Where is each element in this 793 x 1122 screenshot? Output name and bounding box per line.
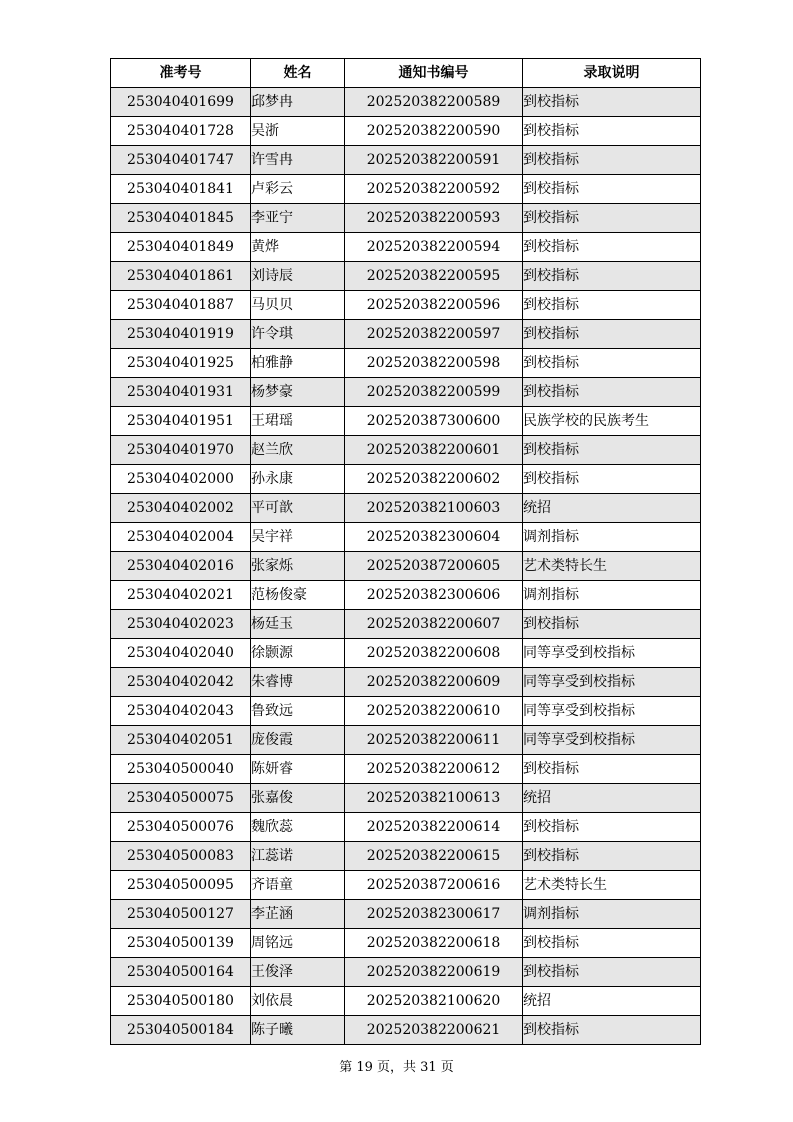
cell-admission-note: 同等享受到校指标	[523, 726, 701, 755]
cell-notice-number: 202520382200591	[345, 146, 523, 175]
cell-exam-number: 253040401747	[111, 146, 251, 175]
cell-notice-number: 202520382200619	[345, 958, 523, 987]
table-row	[111, 784, 701, 813]
table-row	[111, 320, 701, 349]
cell-admission-note: 同等享受到校指标	[523, 639, 701, 668]
cell-admission-note: 到校指标	[523, 262, 701, 291]
cell-notice-number: 202520387300600	[345, 407, 523, 436]
cell-admission-note: 调剂指标	[523, 523, 701, 552]
header-name: 姓名	[251, 59, 345, 88]
cell-notice-number: 202520382200590	[345, 117, 523, 146]
table-row	[111, 668, 701, 697]
cell-name: 周铭远	[251, 929, 345, 958]
cell-exam-number: 253040402004	[111, 523, 251, 552]
table-row	[111, 958, 701, 987]
table-row	[111, 494, 701, 523]
cell-exam-number: 253040402021	[111, 581, 251, 610]
cell-notice-number: 202520382200601	[345, 436, 523, 465]
cell-exam-number: 253040500184	[111, 1016, 251, 1045]
cell-name: 朱睿博	[251, 668, 345, 697]
cell-admission-note: 到校指标	[523, 842, 701, 871]
header-admission-note: 录取说明	[523, 59, 701, 88]
table-row	[111, 900, 701, 929]
cell-exam-number: 253040401931	[111, 378, 251, 407]
cell-exam-number: 253040402002	[111, 494, 251, 523]
cell-name: 邱梦冉	[251, 88, 345, 117]
cell-exam-number: 253040402023	[111, 610, 251, 639]
table-row	[111, 436, 701, 465]
cell-name: 李芷涵	[251, 900, 345, 929]
table-row	[111, 697, 701, 726]
cell-name: 马贝贝	[251, 291, 345, 320]
cell-admission-note: 到校指标	[523, 175, 701, 204]
cell-name: 张家烁	[251, 552, 345, 581]
cell-notice-number: 202520382200589	[345, 88, 523, 117]
cell-name: 王俊泽	[251, 958, 345, 987]
table-row	[111, 871, 701, 900]
cell-notice-number: 202520382300606	[345, 581, 523, 610]
cell-admission-note: 到校指标	[523, 465, 701, 494]
cell-notice-number: 202520382200610	[345, 697, 523, 726]
cell-name: 李亚宁	[251, 204, 345, 233]
cell-exam-number: 253040401951	[111, 407, 251, 436]
cell-name: 范杨俊豪	[251, 581, 345, 610]
cell-exam-number: 253040401919	[111, 320, 251, 349]
header-notice-number: 通知书编号	[345, 59, 523, 88]
cell-name: 杨梦豪	[251, 378, 345, 407]
cell-exam-number: 253040402016	[111, 552, 251, 581]
cell-admission-note: 艺术类特长生	[523, 552, 701, 581]
cell-name: 江蕊诺	[251, 842, 345, 871]
cell-notice-number: 202520382200607	[345, 610, 523, 639]
cell-notice-number: 202520382200615	[345, 842, 523, 871]
cell-admission-note: 同等享受到校指标	[523, 668, 701, 697]
cell-name: 卢彩云	[251, 175, 345, 204]
cell-name: 王珺瑶	[251, 407, 345, 436]
page-number: 第 19 页，共 31 页	[339, 1060, 454, 1075]
cell-name: 徐颢源	[251, 639, 345, 668]
cell-notice-number: 202520382200608	[345, 639, 523, 668]
cell-admission-note: 到校指标	[523, 204, 701, 233]
table-row	[111, 581, 701, 610]
cell-notice-number: 202520382200593	[345, 204, 523, 233]
cell-notice-number: 202520382200609	[345, 668, 523, 697]
cell-exam-number: 253040402000	[111, 465, 251, 494]
cell-name: 赵兰欣	[251, 436, 345, 465]
table-row	[111, 291, 701, 320]
table-row	[111, 233, 701, 262]
cell-name: 张嘉俊	[251, 784, 345, 813]
cell-exam-number: 253040401925	[111, 349, 251, 378]
table-row	[111, 987, 701, 1016]
cell-name: 陈子曦	[251, 1016, 345, 1045]
cell-admission-note: 到校指标	[523, 117, 701, 146]
table-row	[111, 407, 701, 436]
cell-name: 孙永康	[251, 465, 345, 494]
cell-name: 鲁致远	[251, 697, 345, 726]
cell-exam-number: 253040500040	[111, 755, 251, 784]
cell-exam-number: 253040500139	[111, 929, 251, 958]
cell-exam-number: 253040500127	[111, 900, 251, 929]
table-row	[111, 262, 701, 291]
table-row	[111, 1016, 701, 1045]
cell-name: 吴浙	[251, 117, 345, 146]
cell-notice-number: 202520382200612	[345, 755, 523, 784]
cell-notice-number: 202520382300604	[345, 523, 523, 552]
cell-name: 魏欣蕊	[251, 813, 345, 842]
cell-name: 黄烨	[251, 233, 345, 262]
cell-name: 刘依晨	[251, 987, 345, 1016]
cell-name: 平可歆	[251, 494, 345, 523]
table-row	[111, 175, 701, 204]
cell-notice-number: 202520382200596	[345, 291, 523, 320]
header-exam-number: 准考号	[111, 59, 251, 88]
table-row	[111, 378, 701, 407]
cell-exam-number: 253040401970	[111, 436, 251, 465]
cell-notice-number: 202520387200616	[345, 871, 523, 900]
cell-admission-note: 到校指标	[523, 146, 701, 175]
cell-admission-note: 到校指标	[523, 320, 701, 349]
cell-name: 吴宇祥	[251, 523, 345, 552]
table-row	[111, 88, 701, 117]
table-row	[111, 523, 701, 552]
cell-exam-number: 253040500083	[111, 842, 251, 871]
table-row	[111, 146, 701, 175]
cell-admission-note: 调剂指标	[523, 581, 701, 610]
cell-exam-number: 253040500075	[111, 784, 251, 813]
cell-admission-note: 到校指标	[523, 349, 701, 378]
cell-exam-number: 253040500095	[111, 871, 251, 900]
cell-notice-number: 202520382200602	[345, 465, 523, 494]
cell-admission-note: 到校指标	[523, 958, 701, 987]
cell-admission-note: 到校指标	[523, 291, 701, 320]
cell-admission-note: 统招	[523, 494, 701, 523]
cell-exam-number: 253040401887	[111, 291, 251, 320]
cell-notice-number: 202520382200594	[345, 233, 523, 262]
table-row	[111, 610, 701, 639]
cell-name: 杨廷玉	[251, 610, 345, 639]
table-row	[111, 552, 701, 581]
cell-admission-note: 到校指标	[523, 929, 701, 958]
cell-exam-number: 253040401849	[111, 233, 251, 262]
cell-name: 齐语童	[251, 871, 345, 900]
cell-exam-number: 253040401845	[111, 204, 251, 233]
cell-notice-number: 202520382100603	[345, 494, 523, 523]
cell-exam-number: 253040401861	[111, 262, 251, 291]
cell-admission-note: 统招	[523, 987, 701, 1016]
cell-admission-note: 调剂指标	[523, 900, 701, 929]
cell-notice-number: 202520382200611	[345, 726, 523, 755]
cell-exam-number: 253040402040	[111, 639, 251, 668]
cell-admission-note: 同等享受到校指标	[523, 697, 701, 726]
table-row	[111, 349, 701, 378]
cell-name: 陈妍睿	[251, 755, 345, 784]
cell-exam-number: 253040500164	[111, 958, 251, 987]
cell-exam-number: 253040402051	[111, 726, 251, 755]
cell-notice-number: 202520382200599	[345, 378, 523, 407]
cell-exam-number: 253040401728	[111, 117, 251, 146]
cell-name: 许雪冉	[251, 146, 345, 175]
cell-name: 刘诗辰	[251, 262, 345, 291]
cell-notice-number: 202520382200595	[345, 262, 523, 291]
table-row	[111, 465, 701, 494]
cell-notice-number: 202520382200621	[345, 1016, 523, 1045]
cell-notice-number: 202520382100613	[345, 784, 523, 813]
cell-name: 许令琪	[251, 320, 345, 349]
table-row	[111, 117, 701, 146]
cell-notice-number: 202520387200605	[345, 552, 523, 581]
admission-table	[110, 58, 701, 1045]
cell-admission-note: 到校指标	[523, 233, 701, 262]
cell-notice-number: 202520382200597	[345, 320, 523, 349]
table-body	[111, 88, 701, 1045]
cell-exam-number: 253040500180	[111, 987, 251, 1016]
cell-notice-number: 202520382300617	[345, 900, 523, 929]
cell-notice-number: 202520382200598	[345, 349, 523, 378]
cell-admission-note: 到校指标	[523, 610, 701, 639]
cell-notice-number: 202520382200618	[345, 929, 523, 958]
cell-admission-note: 到校指标	[523, 813, 701, 842]
cell-admission-note: 到校指标	[523, 378, 701, 407]
cell-admission-note: 到校指标	[523, 436, 701, 465]
table-row	[111, 726, 701, 755]
table-row	[111, 639, 701, 668]
cell-admission-note: 到校指标	[523, 1016, 701, 1045]
cell-admission-note: 到校指标	[523, 88, 701, 117]
table-row	[111, 842, 701, 871]
cell-exam-number: 253040500076	[111, 813, 251, 842]
cell-notice-number: 202520382200592	[345, 175, 523, 204]
table-row	[111, 813, 701, 842]
cell-notice-number: 202520382100620	[345, 987, 523, 1016]
cell-exam-number: 253040401699	[111, 88, 251, 117]
table-row	[111, 929, 701, 958]
cell-admission-note: 到校指标	[523, 755, 701, 784]
cell-admission-note: 民族学校的民族考生	[523, 407, 701, 436]
cell-exam-number: 253040402042	[111, 668, 251, 697]
table-header-row	[111, 59, 701, 88]
cell-notice-number: 202520382200614	[345, 813, 523, 842]
cell-admission-note: 艺术类特长生	[523, 871, 701, 900]
cell-exam-number: 253040402043	[111, 697, 251, 726]
table-row	[111, 204, 701, 233]
cell-name: 柏雅静	[251, 349, 345, 378]
cell-exam-number: 253040401841	[111, 175, 251, 204]
cell-admission-note: 统招	[523, 784, 701, 813]
cell-name: 庞俊霞	[251, 726, 345, 755]
table-row	[111, 755, 701, 784]
